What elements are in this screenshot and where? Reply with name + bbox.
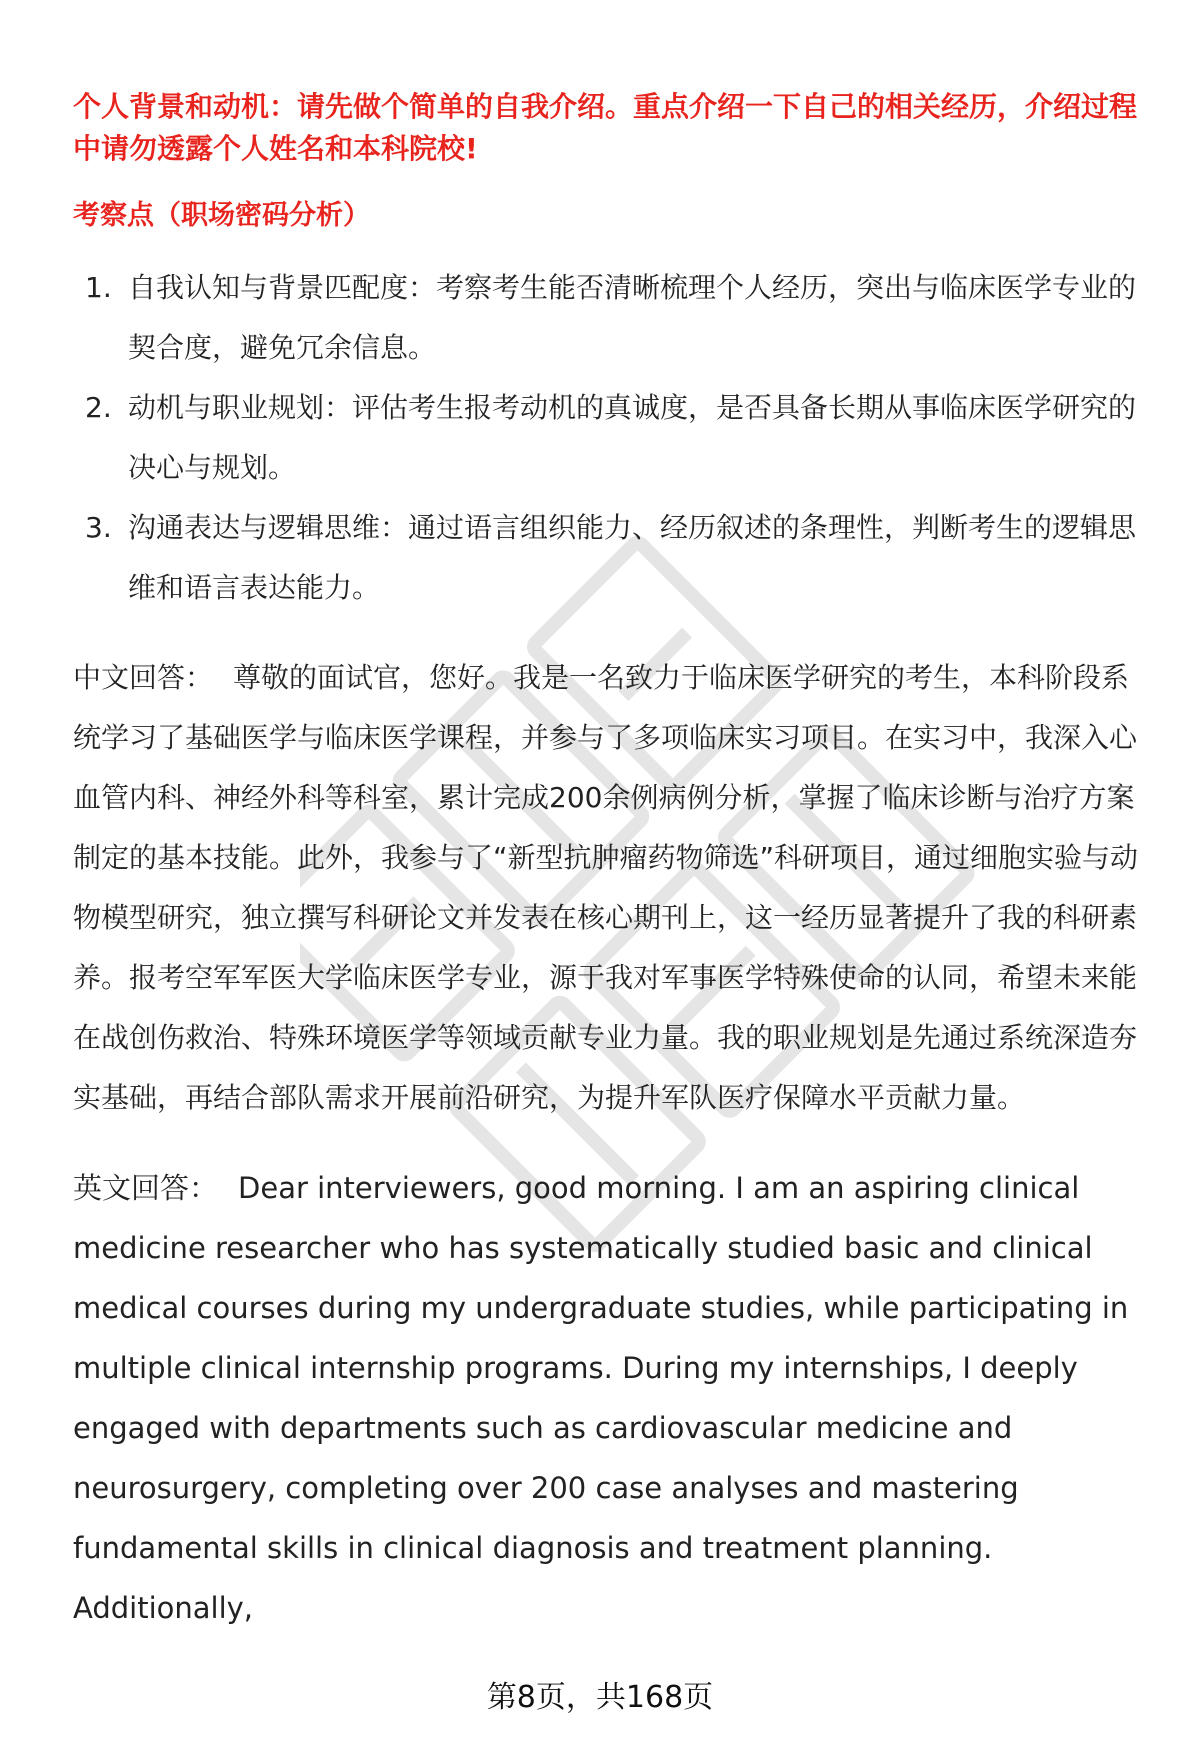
- list-item-number: 2.: [85, 391, 112, 424]
- english-answer-label: 英文回答：: [73, 1171, 219, 1205]
- list-item: [73, 498, 1155, 618]
- list-item-text: 自我认知与背景匹配度：考察考生能否清晰梳理个人经历，突出与临床医学专业的契合度，避免冗余信息。: [128, 271, 1137, 364]
- list-item: [73, 378, 1155, 498]
- section-title: 考察点（职场密码分析）: [73, 200, 370, 231]
- list-item-number: 3.: [85, 511, 112, 544]
- list-item-text: 动机与职业规划：评估考生报考动机的真诚度，是否具备长期从事临床医学研究的决心与规划。: [128, 391, 1137, 484]
- document-content: [73, 86, 1153, 1638]
- list-item: [73, 258, 1155, 378]
- assessment-points-list: [73, 258, 1153, 618]
- chinese-answer: [73, 648, 1153, 1128]
- list-item-number: 1.: [85, 271, 112, 304]
- english-answer: [73, 1158, 1153, 1638]
- english-answer-text: Dear interviewers, good morning. I am an aspiring clinical medicine researcher who has systematically studied basic and clinical medical courses during my undergraduate studies, while participating in multiple clinical internship programs. During my internships, I deeply engaged with departments such as cardiovascular medicine and neurosurgery, completing over 200 case analyses and mastering fundamental skills in clinical diagnosis and treatment planning. Additionally,: [73, 1171, 1129, 1625]
- page-number-footer: 第8页，共168页: [486, 1680, 714, 1715]
- chinese-answer-label: 中文回答：: [73, 661, 214, 694]
- chinese-answer-text: 尊敬的面试官，您好。我是一名致力于临床医学研究的考生，本科阶段系统学习了基础医学与临床医学课程，并参与了多项临床实习项目。在实习中，我深入心血管内科、神经外科等科室，累计完成200余例病例分析，掌握了临床诊断与治疗方案制定的基本技能。此外，我参与了“新型抗肿瘤药物筛选”科研项目，通过细胞实验与动物模型研究，独立撰写科研论文并发表在核心期刊上，这一经历显著提升了我的科研素养。报考空军军医大学临床医学专业，源于我对军事医学特殊使命的认同，希望未来能在战创伤救治、特殊环境医学等领域贡献专业力量。我的职业规划是先通过系统深造夯实基础，再结合部队需求开展前沿研究，为提升军队医疗保障水平贡献力量。: [73, 661, 1139, 1114]
- question-title: 个人背景和动机：请先做个简单的自我介绍。重点介绍一下自己的相关经历，介绍过程中请勿透露个人姓名和本科院校!: [73, 90, 1138, 165]
- list-item-text: 沟通表达与逻辑思维：通过语言组织能力、经历叙述的条理性，判断考生的逻辑思维和语言表达能力。: [128, 511, 1137, 604]
